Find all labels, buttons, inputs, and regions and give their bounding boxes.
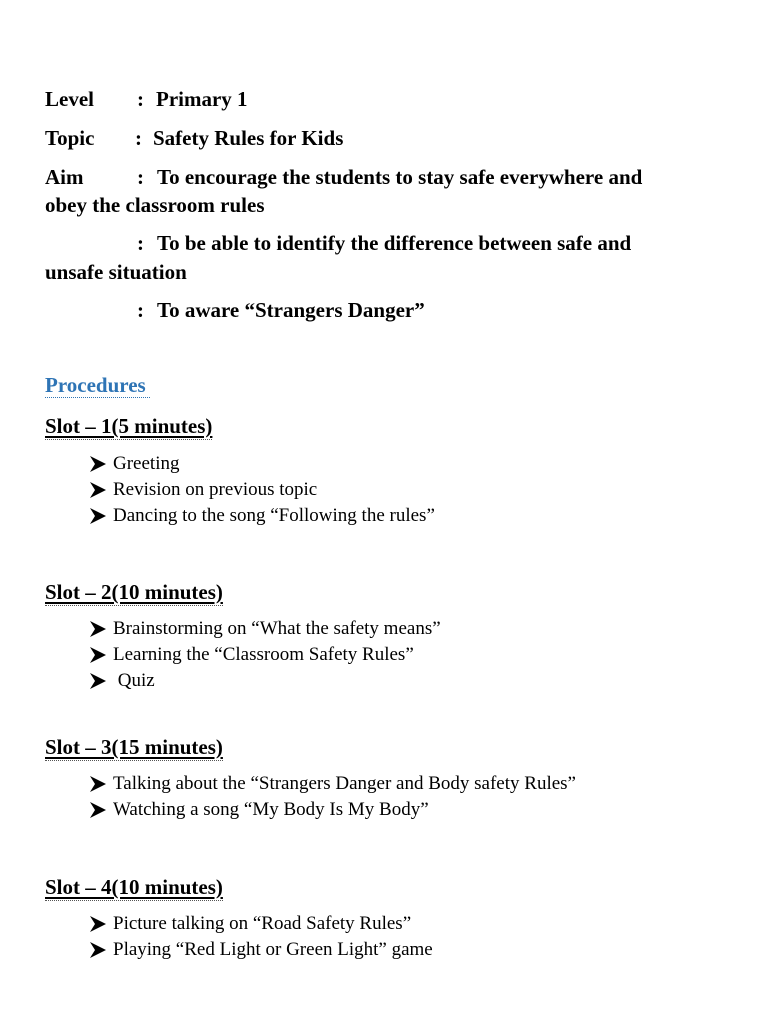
aim-3-text: To aware “Strangers Danger” — [157, 298, 425, 322]
aim-line-2b — [45, 258, 695, 286]
arrowhead-bullet-icon — [88, 774, 108, 794]
arrowhead-bullet-icon — [88, 800, 108, 820]
topic-line — [45, 124, 695, 152]
slot-3-heading: Slot – 3(15 minutes) — [45, 735, 223, 759]
arrowhead-bullet-icon — [88, 645, 108, 665]
list-item: Quiz — [88, 668, 441, 694]
topic-label: Topic — [45, 126, 95, 150]
list-item: Greeting — [88, 451, 435, 477]
level-line — [45, 85, 695, 113]
aim-line-1 — [45, 163, 695, 191]
aim-colon-1: : — [137, 165, 144, 189]
arrowhead-bullet-icon — [88, 506, 108, 526]
aim-colon-3: : — [137, 298, 144, 322]
list-item: Learning the “Classroom Safety Rules” — [88, 642, 441, 668]
list-item: Revision on previous topic — [88, 477, 435, 503]
slot-4-heading: Slot – 4(10 minutes) — [45, 875, 223, 899]
aim-2-text-a: To be able to identify the difference between safe and — [157, 231, 632, 255]
list-item: Picture talking on “Road Safety Rules” — [88, 911, 433, 937]
arrowhead-bullet-icon — [88, 671, 108, 691]
list-item: Watching a song “My Body Is My Body” — [88, 797, 576, 823]
list-item: Playing “Red Light or Green Light” game — [88, 937, 433, 963]
slot-3-list — [88, 771, 576, 823]
slot-4-list — [88, 911, 433, 963]
arrowhead-bullet-icon — [88, 940, 108, 960]
slot-1-list — [88, 451, 435, 529]
arrowhead-bullet-icon — [88, 914, 108, 934]
list-item: Talking about the “Strangers Danger and Body safety Rules” — [88, 771, 576, 797]
level-label: Level — [45, 87, 94, 111]
slot-1-heading: Slot – 1(5 minutes) — [45, 414, 213, 438]
list-item: Dancing to the song “Following the rules” — [88, 503, 435, 529]
arrowhead-bullet-icon — [88, 480, 108, 500]
level-colon: : — [137, 87, 144, 111]
topic-colon: : — [135, 126, 142, 150]
slot-2-heading: Slot – 2(10 minutes) — [45, 580, 223, 604]
arrowhead-bullet-icon — [88, 454, 108, 474]
aim-label: Aim — [45, 165, 84, 189]
aim-line-3 — [45, 296, 695, 324]
aim-1-text-a: To encourage the students to stay safe everywhere and — [157, 165, 643, 189]
aim-line-1b — [45, 191, 695, 219]
slot-2-list — [88, 616, 441, 694]
procedures-heading: Procedures — [45, 373, 150, 398]
level-value: Primary 1 — [156, 87, 248, 111]
aim-line-2 — [45, 229, 695, 257]
arrowhead-bullet-icon — [88, 619, 108, 639]
aim-colon-2: : — [137, 231, 144, 255]
aim-1-text-b: obey the classroom rules — [45, 193, 265, 217]
topic-value: Safety Rules for Kids — [153, 126, 344, 150]
aim-2-text-b: unsafe situation — [45, 260, 187, 284]
list-item: Brainstorming on “What the safety means” — [88, 616, 441, 642]
